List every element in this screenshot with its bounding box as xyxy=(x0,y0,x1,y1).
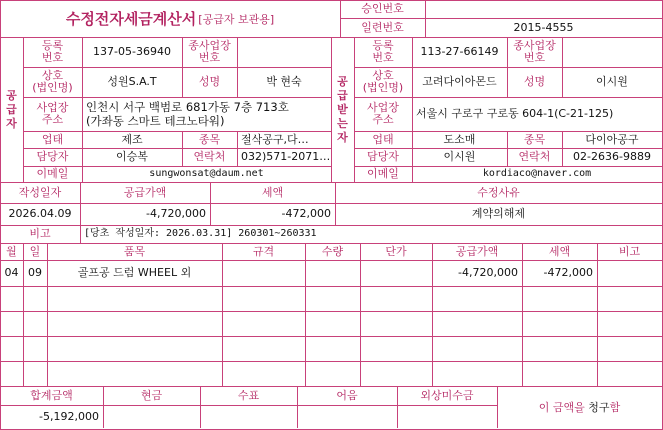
supplier-contact-label: 연락처 xyxy=(193,150,226,163)
buyer-email-label: 이메일 xyxy=(367,167,399,180)
total-label: 합계금액 xyxy=(30,388,73,402)
supplier-company-value: 성원S.A.T xyxy=(107,75,157,88)
item-supply: -4,720,000 xyxy=(458,266,518,279)
supplier-branch-label: 종사업장 번호 xyxy=(188,39,231,64)
items-header-price: 단가 xyxy=(385,244,407,258)
buyer-contact-label: 연락처 xyxy=(518,150,551,163)
buyer-address-label: 사업장 주소 xyxy=(367,101,399,126)
buyer-biztype-value: 도소매 xyxy=(443,132,476,146)
buyer-contact-value: 02-2636-9889 xyxy=(573,150,651,163)
supplier-item-value: 절삭공구,다… xyxy=(241,132,309,146)
supplier-biztype-value: 제조 xyxy=(121,132,143,146)
approval-number-label: 승인번호 xyxy=(361,2,404,15)
summary-tax-value: -472,000 xyxy=(281,207,331,220)
item-month: 04 xyxy=(4,266,19,279)
buyer-company-value: 고려다이아몬드 xyxy=(422,75,497,88)
item-day: 09 xyxy=(28,266,42,279)
item-name: 골프공 드럼 WHEEL 외 xyxy=(77,266,192,279)
item-tax: -472,000 xyxy=(543,266,593,279)
items-header-day: 일 xyxy=(29,244,41,258)
buyer-item-value: 다이아공구 xyxy=(585,132,639,146)
reason-label: 수정사유 xyxy=(477,185,520,199)
credit-value xyxy=(397,405,497,428)
claim-statement: 이 금액을 청구 함 xyxy=(538,401,621,414)
supplier-contact-value: 032)571-2071… xyxy=(241,150,331,163)
buyer-company-label: 상호 (법인명) xyxy=(362,69,404,94)
invoice-title-text: 수정전자세금계산서 xyxy=(65,10,197,28)
invoice-title xyxy=(0,0,340,37)
buyer-manager-label: 담당자 xyxy=(367,150,399,163)
buyer-reg-value: 113-27-66149 xyxy=(420,45,499,58)
supplier-item-label: 종목 xyxy=(198,132,221,146)
items-header-tax: 세액 xyxy=(548,244,571,258)
date-value: 2026.04.09 xyxy=(8,207,72,220)
items-header-note: 비고 xyxy=(618,244,641,258)
supplier-manager-label: 담당자 xyxy=(36,150,69,163)
buyer-name-label: 성명 xyxy=(523,75,546,88)
supplier-manager-value: 이승복 xyxy=(116,150,148,163)
date-label: 작성일자 xyxy=(18,185,62,199)
supplier-side-label: 공 급 자 xyxy=(6,88,17,130)
reason-value: 계약의해제 xyxy=(471,207,526,220)
supplier-reg-label: 등록 번호 xyxy=(41,39,64,64)
items-header-supply: 공급가액 xyxy=(455,244,499,258)
supplier-reg-value: 137-05-36940 xyxy=(93,45,171,58)
buyer-branch-label: 종사업장 번호 xyxy=(513,39,556,64)
buyer-address-value: 서울시 구로구 구로동 604-1(C-21-125) xyxy=(416,107,614,120)
items-header-item: 품목 xyxy=(123,244,146,258)
supplier-name-value: 박 현숙 xyxy=(266,75,302,88)
check-label: 수표 xyxy=(237,388,260,402)
total-value: -5,192,000 xyxy=(39,409,99,423)
buyer-item-label: 종목 xyxy=(523,132,546,146)
supplier-address-value: 인천시 서구 백범로 681가동 7층 713호 (가좌동 스마트 테크노타워) xyxy=(86,100,289,128)
supplier-address-label: 사업장 주소 xyxy=(36,101,69,126)
summary-supply-label: 공급가액 xyxy=(123,185,167,199)
items-header-month: 월 xyxy=(6,244,17,258)
serial-number-label: 일련번호 xyxy=(361,21,404,34)
item-spec xyxy=(222,260,305,286)
supplier-email-value: sungwonsat@daum.net xyxy=(149,168,264,179)
item-note xyxy=(597,260,662,286)
check-value xyxy=(200,405,297,428)
supplier-name-label: 성명 xyxy=(198,75,221,88)
buyer-email-value: kordiaco@naver.com xyxy=(482,168,592,179)
supplier-branch-value xyxy=(237,37,331,67)
items-header-spec: 규격 xyxy=(252,244,275,258)
cash-label: 현금 xyxy=(140,388,163,402)
supplier-email-label: 이메일 xyxy=(36,167,69,180)
serial-number-value: 2015-4555 xyxy=(513,21,574,34)
buyer-manager-value: 이시원 xyxy=(443,150,476,163)
note-label: 비고 xyxy=(29,227,51,240)
buyer-reg-label: 등록 번호 xyxy=(372,39,394,64)
item-price xyxy=(360,260,432,286)
supplier-company-label: 상호 (법인명) xyxy=(32,69,73,94)
summary-supply-value: -4,720,000 xyxy=(146,207,206,220)
buyer-biztype-label: 업태 xyxy=(372,132,394,146)
supplier-biztype-label: 업태 xyxy=(41,132,64,146)
cash-value xyxy=(103,405,200,428)
summary-tax-label: 세액 xyxy=(261,185,284,199)
bill-label: 어음 xyxy=(336,388,358,402)
buyer-side-label: 공 급 받 는 자 xyxy=(337,74,348,144)
item-qty xyxy=(305,260,360,286)
buyer-branch-value xyxy=(562,37,662,67)
items-header-qty: 수량 xyxy=(321,244,344,258)
bill-value xyxy=(297,405,397,428)
credit-label: 외상미수금 xyxy=(420,388,474,402)
buyer-name-value: 이시원 xyxy=(596,75,628,88)
invoice-copy-type: [공급자 보관용] xyxy=(198,12,275,26)
approval-number-value xyxy=(425,0,662,18)
note-value: [당초 작성일자: 2026.03.31] 260301~260331 xyxy=(84,228,317,239)
